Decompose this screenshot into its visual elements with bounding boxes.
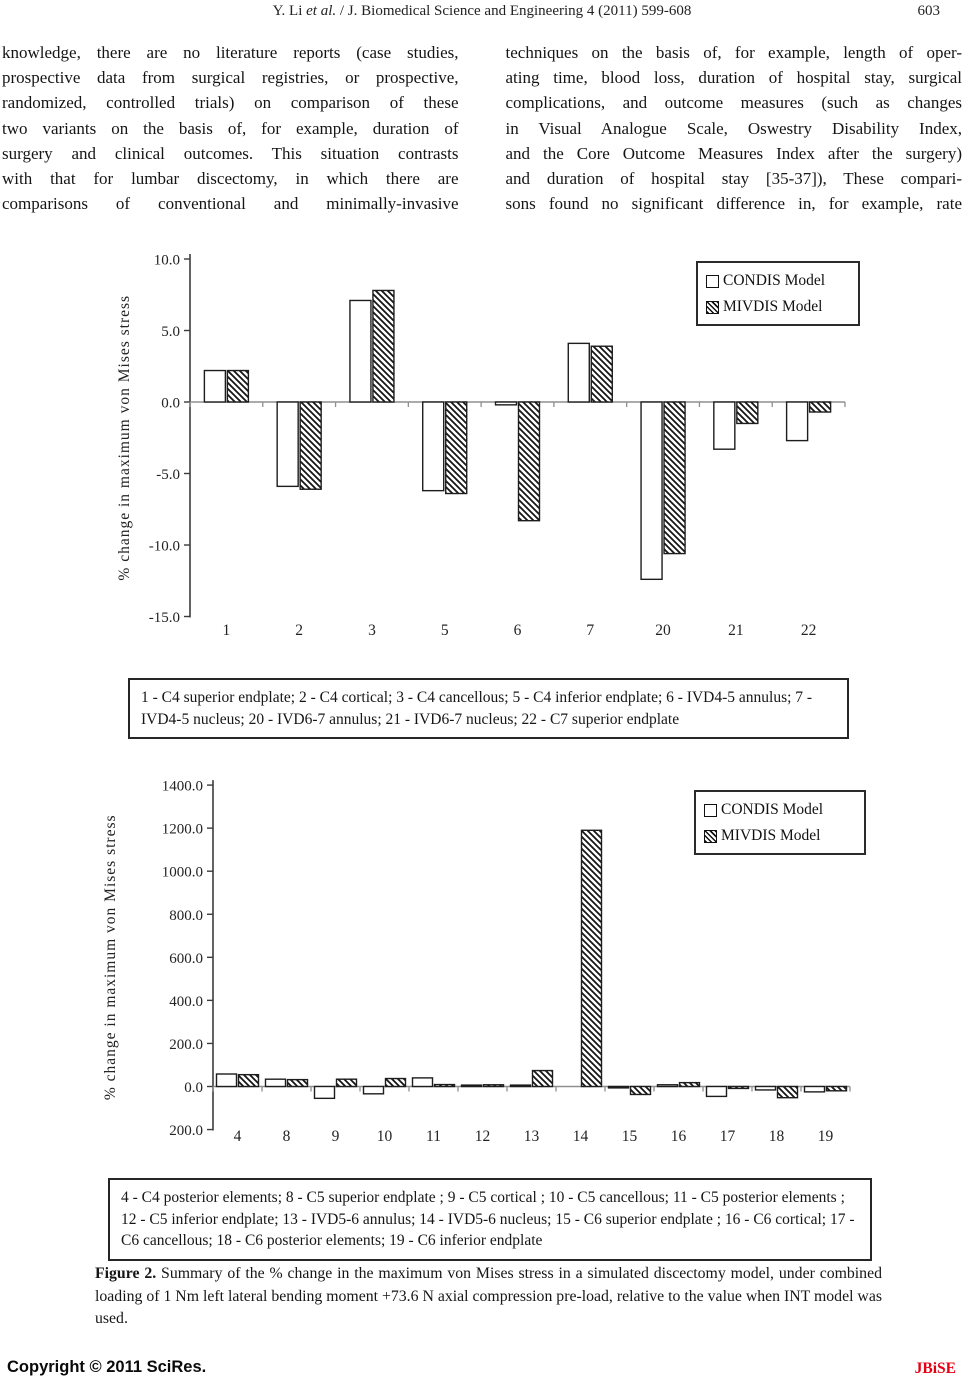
body-text bbox=[2, 40, 962, 216]
legend-label: MIVDIS Model bbox=[721, 827, 821, 844]
legend-label: CONDIS Model bbox=[723, 272, 826, 289]
svg-text:11: 11 bbox=[426, 1128, 441, 1145]
svg-text:22: 22 bbox=[800, 622, 817, 639]
text-line: randomized, controlled trials) on comparison of these bbox=[2, 93, 459, 113]
condis-marker-icon bbox=[704, 804, 717, 817]
text-line: techniques on the basis of, for example, length of oper- bbox=[505, 43, 962, 62]
svg-text:19: 19 bbox=[817, 1128, 834, 1145]
legend-item-mivdis bbox=[706, 294, 850, 320]
figure-caption-label: Figure 2. bbox=[95, 1265, 157, 1282]
legend-item-condis bbox=[706, 268, 850, 294]
body-text-right-column bbox=[506, 40, 963, 216]
text-line: comparisons of conventional and minimally-invasive bbox=[2, 194, 459, 214]
text-line: ating time, blood loss, duration of hospital stay, surgical bbox=[505, 68, 962, 88]
svg-text:400.0: 400.0 bbox=[169, 993, 203, 1010]
svg-text:17: 17 bbox=[719, 1128, 736, 1145]
text-line: knowledge, there are no literature reports (case studies, bbox=[2, 43, 459, 62]
svg-text:1200.0: 1200.0 bbox=[161, 821, 203, 838]
text-line: and duration of hospital stay [35-37]), These compari- bbox=[505, 169, 962, 189]
svg-text:-15.0: -15.0 bbox=[148, 610, 180, 626]
mivdis-marker-icon bbox=[704, 830, 717, 843]
svg-text:15: 15 bbox=[621, 1128, 638, 1145]
legend-label: MIVDIS Model bbox=[723, 298, 823, 315]
text-line: in Visual Analogue Scale, Oswestry Disability Index, bbox=[505, 118, 962, 138]
svg-text:600.0: 600.0 bbox=[169, 950, 203, 967]
text-line: surgery and clinical outcomes. This situation contrasts bbox=[2, 143, 459, 163]
svg-text:2: 2 bbox=[295, 622, 304, 639]
condis-marker-icon bbox=[706, 275, 719, 288]
figure-caption-text: Summary of the % change in the maximum von Mises stress in a simulated discectomy model, under combined loading of 1 Nm left lateral bending moment +73.6 N axial compression pre-load, relative to the value when INT model was used. bbox=[95, 1265, 882, 1328]
svg-text:-5.0: -5.0 bbox=[156, 467, 180, 483]
mivdis-marker-icon bbox=[706, 301, 719, 314]
svg-text:200.0: 200.0 bbox=[169, 1123, 203, 1140]
running-head bbox=[0, 3, 964, 20]
text-line: two variants on the basis of, for example, duration of bbox=[2, 118, 459, 138]
svg-text:1: 1 bbox=[222, 622, 231, 639]
body-text-left-column bbox=[2, 40, 459, 216]
svg-text:21: 21 bbox=[728, 622, 744, 639]
svg-text:16: 16 bbox=[670, 1128, 687, 1145]
svg-text:% change in maximum von Mises: % change in maximum von Mises stress bbox=[102, 814, 119, 1101]
chart-bottom bbox=[100, 763, 870, 1163]
svg-text:14: 14 bbox=[572, 1128, 589, 1145]
svg-text:5: 5 bbox=[440, 622, 449, 639]
svg-text:13: 13 bbox=[523, 1128, 540, 1145]
svg-text:18: 18 bbox=[768, 1128, 785, 1145]
svg-text:800.0: 800.0 bbox=[169, 907, 203, 924]
svg-text:-10.0: -10.0 bbox=[148, 538, 180, 555]
svg-text:10: 10 bbox=[376, 1128, 393, 1145]
svg-text:3: 3 bbox=[368, 622, 376, 639]
legend-label: CONDIS Model bbox=[721, 801, 824, 818]
page-number: 603 bbox=[917, 3, 940, 19]
svg-text:200.0: 200.0 bbox=[169, 1036, 203, 1053]
svg-text:5.0: 5.0 bbox=[161, 324, 180, 340]
svg-text:1400.0: 1400.0 bbox=[161, 778, 203, 795]
chart-bottom-legend bbox=[694, 790, 866, 855]
running-head-etal: et al. bbox=[306, 3, 337, 19]
legend-item-condis bbox=[704, 797, 856, 823]
text-line: prospective data from surgical registries, or prospective, bbox=[2, 68, 459, 88]
svg-text:7: 7 bbox=[586, 622, 595, 639]
svg-text:0.0: 0.0 bbox=[161, 395, 180, 412]
chart-top-key: 1 - C4 superior endplate; 2 - C4 cortical; 3 - C4 cancellous; 5 - C4 inferior endplate; 6 - IVD4-5 annulus; 7 - IVD4-5 nucleus; 20 - IVD6-7 annulus; 21 - IVD6-7 nucleus; 22 - C7 superior endplate bbox=[128, 678, 849, 739]
svg-text:6: 6 bbox=[513, 622, 522, 639]
svg-text:12: 12 bbox=[474, 1128, 491, 1145]
journal-abbreviation: JBiSE bbox=[914, 1360, 956, 1377]
chart-top-legend bbox=[696, 261, 860, 326]
svg-text:8: 8 bbox=[282, 1128, 291, 1145]
svg-text:% change in maximum von Mises: % change in maximum von Mises stress bbox=[116, 294, 133, 581]
svg-text:4: 4 bbox=[233, 1128, 242, 1145]
text-line: and the Core Outcome Measures Index after the surgery) bbox=[505, 143, 962, 163]
svg-text:0.0: 0.0 bbox=[184, 1080, 203, 1096]
svg-text:9: 9 bbox=[331, 1128, 340, 1145]
svg-text:1000.0: 1000.0 bbox=[161, 864, 203, 881]
chart-top bbox=[112, 237, 857, 649]
copyright-notice: Copyright © 2011 SciRes. bbox=[7, 1358, 207, 1376]
text-line: sons found no significant difference in, for example, rate bbox=[505, 194, 962, 214]
text-line: with that for lumbar discectomy, in which there are bbox=[2, 169, 459, 189]
running-head-journal: / J. Biomedical Science and Engineering 4 (2011) 599-608 bbox=[336, 3, 692, 19]
chart-bottom-key: 4 - C4 posterior elements; 8 - C5 superior endplate ; 9 - C5 cortical ; 10 - C5 cancellous; 11 - C5 posterior elements ; 12 - C5 inferior endplate; 13 - IVD5-6 annulus; 14 - IVD5-6 nucleus; 15 - C6 superior endplate ; 16 - C6 cortical; 17 - C6 cancellous; 18 - C6 posterior elements; 19 - C6 inferior endplate bbox=[108, 1178, 872, 1261]
text-line: complications, and outcome measures (such as changes bbox=[505, 93, 962, 113]
running-head-author: Y. Li bbox=[272, 3, 303, 19]
legend-item-mivdis bbox=[704, 823, 856, 849]
svg-text:10.0: 10.0 bbox=[153, 252, 180, 269]
svg-text:20: 20 bbox=[655, 622, 671, 639]
figure-caption bbox=[95, 1263, 882, 1331]
